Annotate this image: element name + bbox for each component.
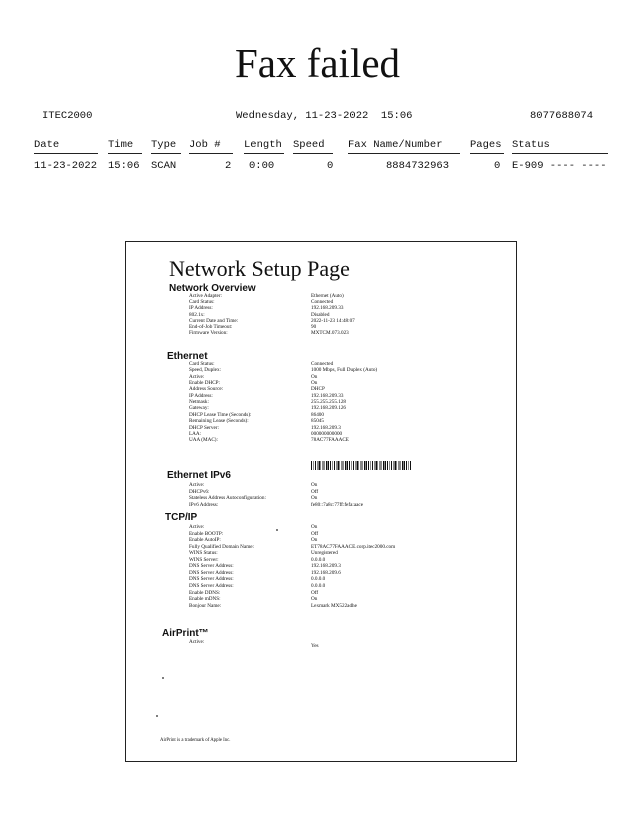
setting-row [126,563,518,569]
setting-value: 0.0.0.0 [311,576,326,583]
section-heading: Network Overview [169,283,256,294]
column-header-date: Date [34,139,60,151]
section-heading: Ethernet [167,351,208,362]
setting-value: Off [311,589,319,596]
setting-row [126,393,518,399]
setting-value: 0.0.0.0 [311,582,326,589]
scan-speck [156,715,158,717]
setting-row [126,590,518,596]
setting-label: Firmware Version: [189,330,228,337]
header-underline-pages [470,153,504,154]
setting-label: DHCP Server: [189,424,219,431]
setting-label: DHCP Lease Time (Seconds): [189,411,252,418]
setting-value: 192.168.209.3 [311,424,341,431]
setting-row [126,524,518,530]
setting-label: Enable AutoIP: [189,537,221,544]
setting-row [126,399,518,405]
setting-label: 802.1x: [189,311,205,318]
setting-label: Enable DHCP: [189,380,220,387]
row-job: 2 [225,160,232,172]
setting-value: 192.168.209.6 [311,569,341,576]
row-date: 11-23-2022 [34,160,98,172]
column-header-time: Time [108,139,134,151]
setting-row [126,576,518,582]
setting-row [126,324,518,330]
setting-row [126,367,518,373]
setting-label: Remaining Lease (Seconds): [189,418,249,425]
column-header-fax-number: Fax Name/Number [348,139,443,151]
setting-value: MXTCM.073.023 [311,330,349,337]
setting-row [126,330,518,336]
row-pages: 0 [494,160,501,172]
setting-value: 86400 [311,411,324,418]
setting-row [126,305,518,311]
setting-value: 000000000000 [311,430,343,437]
setting-row [126,318,518,324]
setting-row [126,437,518,443]
setting-label: IPv6 Address: [189,501,219,508]
setting-row [126,639,518,649]
setting-value: On [311,495,318,501]
setting-value: 85045 [311,418,324,425]
setting-label: Enable mDNS: [189,596,221,603]
setting-label: Current Date and Time: [189,317,239,324]
scan-speck [276,529,278,531]
setting-label: Active: [189,524,205,530]
column-header-job: Job # [189,139,221,151]
row-time: 15:06 [108,160,140,172]
setting-label: Speed, Duplex: [189,367,221,374]
setting-label: WINS Status: [189,550,218,557]
section-heading: AirPrint™ [162,628,209,639]
row-speed: 0 [327,160,334,172]
setting-row [126,596,518,602]
setting-row [126,293,518,299]
setting-row [126,386,518,392]
setting-row [126,557,518,563]
setting-value: Disabled [311,311,330,318]
setting-value: Connected [311,361,334,367]
setting-label: Active: [189,373,205,380]
setting-value: Yes [311,643,319,649]
setting-label: Address Source: [189,386,224,393]
section-heading: TCP/IP [165,512,198,523]
setting-label: Card Status: [189,361,215,367]
setting-value: On [311,596,318,603]
header-underline-status [512,153,608,154]
setting-label: DNS Server Address: [189,569,234,576]
setting-row [126,583,518,589]
setting-value: 192.168.209.33 [311,392,344,399]
setting-row [126,312,518,318]
setting-label: UAA (MAC): [189,437,218,444]
setting-label: Netmask: [189,399,209,406]
setting-value: Unregistered [311,550,338,557]
setting-row [126,502,518,508]
setting-value: Off [311,488,319,495]
setting-label: Fully Qualified Domain Name: [189,543,254,550]
setting-row [126,374,518,380]
setting-value: 78AC77FAAACE [311,437,349,444]
setting-label: Active: [189,482,205,488]
row-type: SCAN [151,160,177,172]
setting-row [126,544,518,550]
setting-value: 192.168.209.126 [311,405,347,412]
setting-row [126,299,518,305]
setting-value: 192.168.209.3 [311,563,341,570]
column-header-type: Type [151,139,177,151]
machine-name: ITEC2000 [42,110,93,122]
setting-row [126,603,518,609]
setting-row [126,495,518,501]
setting-value: 2022-11-23 14:48:07 [311,317,355,324]
setting-label: DNS Server Address: [189,563,234,570]
header-underline-time [108,153,142,154]
setting-row [126,418,518,424]
header-underline-type [151,153,181,154]
header-underline-fax-number [348,153,460,154]
setting-label: DNS Server Address: [189,582,234,589]
setting-row [126,531,518,537]
setting-value: ET78AC77FAAACE.corp.itec2000.com [311,543,396,550]
setting-label: WINS Server: [189,556,219,563]
setting-label: Active: [189,639,205,645]
setting-row [126,550,518,556]
setting-row [126,537,518,543]
setting-label: Enable BOOTP: [189,530,224,537]
setting-label: IP Address: [189,392,213,399]
setting-value: On [311,524,318,530]
setting-value: 90 [311,324,317,330]
column-header-speed: Speed [293,139,325,151]
setting-label: End-of-Job Timeout: [189,324,233,330]
setting-label: Enable DDNS: [189,589,221,596]
setting-value: On [311,380,318,387]
setting-row [126,431,518,437]
header-underline-job [189,153,233,154]
setting-value: Lexmark MX522adhe [311,602,357,609]
setting-label: DHCPv6: [189,488,210,495]
setting-value: Connected [311,299,334,306]
header-underline-length [244,153,284,154]
setting-value: 0.0.0.0 [311,556,326,563]
setting-value: On [311,482,318,488]
setting-label: DNS Server Address: [189,576,234,583]
network-setup-page [125,241,517,762]
setting-row [126,570,518,576]
setting-label: Stateless Address Autoconfiguration: [189,495,266,501]
setting-row [126,489,518,495]
setting-row [126,380,518,386]
setting-label: IP Address: [189,305,213,312]
setting-value: On [311,537,318,544]
setting-row [126,405,518,411]
setting-row [126,425,518,431]
setting-value: 1000 Mbps, Full Duplex (Auto) [311,367,378,374]
setting-row [126,482,518,488]
row-status: E-909 ---- ---- [512,160,607,172]
report-title: Fax failed [234,40,401,86]
setting-value: fe80::7a8c:77ff:fefa:aace [311,501,364,508]
setting-value: DHCP [311,386,325,393]
column-header-length: Length [244,139,282,151]
scan-speck [162,677,164,679]
section-heading: Ethernet IPv6 [167,470,231,481]
setting-row [126,412,518,418]
setting-value: 192.168.209.33 [311,305,344,312]
report-datetime: Wednesday, 11-23-2022 15:06 [236,110,413,122]
setting-label: Active Adapter: [189,293,222,299]
row-length: 0:00 [249,160,275,172]
setting-value: Off [311,530,319,537]
setting-value: 255.255.255.128 [311,399,347,406]
column-header-status: Status [512,139,550,151]
setting-label: LAA: [189,430,202,437]
airprint-footnote: AirPrint is a trademark of Apple Inc. [160,738,231,743]
setting-value: On [311,373,318,380]
network-setup-title: Network Setup Page [169,256,350,281]
setting-label: Bonjour Name: [189,602,222,609]
setting-label: Gateway: [189,405,209,412]
setting-label: Card Status: [189,299,215,306]
header-underline-date [34,153,98,154]
header-underline-speed [293,153,333,154]
row-fax-number: 8884732963 [386,160,450,172]
column-header-pages: Pages [470,139,502,151]
mac-barcode [311,461,411,470]
report-phone-number: 8077688074 [530,110,594,122]
setting-value: Ethernet (Auto) [311,293,344,299]
